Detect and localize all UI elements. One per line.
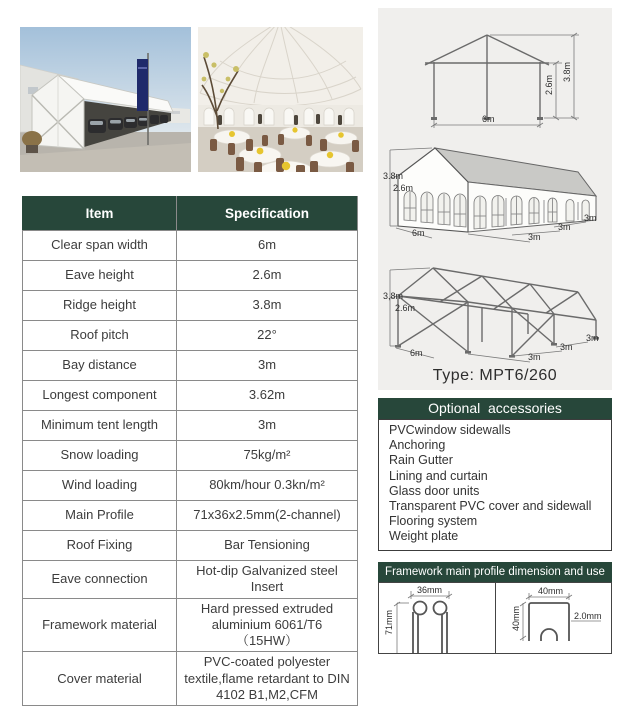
accessory-item: Flooring system: [389, 514, 478, 529]
front-elevation-drawing: [382, 8, 608, 132]
row-spec: 75kg/m²: [177, 441, 358, 471]
covered-bay1-label: 3m: [528, 232, 541, 242]
eave-profile-width-label: 40mm: [538, 585, 564, 596]
row-spec: 3.62m: [177, 381, 358, 411]
row-item: Eave connection: [23, 561, 177, 599]
row-spec: 6m: [177, 231, 358, 261]
framework-profile-diagrams: [378, 582, 612, 654]
table-row: [23, 381, 358, 411]
row-item: Roof Fixing: [23, 531, 177, 561]
row-item: Clear span width: [23, 231, 177, 261]
row-spec: PVC-coated polyester textile,flame retardant to DIN 4102 B1,M2,CFM: [177, 652, 358, 706]
covered-span-label: 6m: [412, 228, 425, 238]
accessory-item: PVCwindow sidewalls: [389, 423, 511, 437]
accessory-item: Rain Gutter: [389, 453, 453, 468]
table-row: [23, 441, 358, 471]
header-specification: Specification: [177, 197, 358, 231]
optional-accessories-list: [378, 419, 612, 551]
covered-eave-label: 2.6m: [393, 183, 414, 193]
frame-bay3-label: 3m: [586, 333, 599, 343]
main-profile-height-label: 71mm: [383, 609, 394, 635]
accessory-item: Glass door units: [389, 483, 480, 498]
table-row: [23, 561, 358, 599]
front-span-label: 6m: [482, 114, 495, 124]
row-spec: 71x36x2.5mm(2-channel): [177, 501, 358, 531]
frame-ridge-label: 3,8m: [383, 291, 404, 301]
specification-table: [22, 196, 358, 706]
row-item: Eave height: [23, 261, 177, 291]
row-spec: 2.6m: [177, 261, 358, 291]
optional-accessories-header: Optional accessories: [378, 398, 612, 419]
accessory-item: Lining and curtain: [389, 468, 488, 483]
table-row: [23, 261, 358, 291]
frame-skeleton-drawing: [382, 246, 608, 366]
row-spec: 80km/hour 0.3kn/m²: [177, 471, 358, 501]
table-header-row: [23, 197, 358, 231]
accessory-item: Anchoring: [389, 438, 446, 453]
table-row: [23, 471, 358, 501]
row-item: Cover material: [23, 652, 177, 706]
table-row: [23, 598, 358, 652]
table-row: [23, 291, 358, 321]
table-row: [23, 411, 358, 441]
right-column: [378, 8, 612, 654]
table-row: [23, 351, 358, 381]
row-spec: 3m: [177, 351, 358, 381]
row-spec: Bar Tensioning: [177, 531, 358, 561]
photo-outdoor-tent: [20, 27, 191, 172]
table-row: [23, 501, 358, 531]
outdoor-tent-illustration: [20, 27, 191, 172]
row-item: Minimum tent length: [23, 411, 177, 441]
header-item: Item: [23, 197, 177, 231]
table-row: [23, 321, 358, 351]
frame-eave-label: 2.6m: [395, 303, 416, 313]
covered-tent-drawing: [382, 132, 608, 246]
row-item: Roof pitch: [23, 321, 177, 351]
row-item: Main Profile: [23, 501, 177, 531]
table-row: [23, 652, 358, 706]
row-item: Ridge height: [23, 291, 177, 321]
row-item: Snow loading: [23, 441, 177, 471]
row-spec: Hot-dip Galvanized steel Insert: [177, 561, 358, 599]
frame-bay1-label: 3m: [528, 352, 541, 362]
eave-profile-cell: [496, 583, 612, 653]
frame-span-label: 6m: [410, 348, 423, 358]
banquet-interior-illustration: [198, 27, 363, 172]
row-spec: 22°: [177, 321, 358, 351]
row-item: Bay distance: [23, 351, 177, 381]
covered-ridge-label: 3.8m: [383, 171, 404, 181]
table-row: [23, 231, 358, 261]
main-profile-width-label: 36mm: [416, 584, 442, 595]
eave-profile-height-label: 40mm: [511, 605, 522, 631]
row-spec: Hard pressed extruded aluminium 6061/T6 （15HW）: [177, 598, 358, 652]
covered-bay3-label: 3m: [584, 213, 597, 223]
row-spec: 3.8m: [177, 291, 358, 321]
technical-drawings-panel: [378, 8, 612, 390]
table-row: [23, 531, 358, 561]
row-item: Framework material: [23, 598, 177, 652]
eave-profile-section-drawing: [497, 583, 609, 653]
row-spec: 3m: [177, 411, 358, 441]
frame-bay2-label: 3m: [560, 342, 573, 352]
eave-profile-thickness-label: 2.0mm: [574, 610, 602, 621]
main-profile-cell: [379, 583, 496, 653]
accessory-item: Transparent PVC cover and sidewall: [389, 499, 592, 514]
row-item: Wind loading: [23, 471, 177, 501]
main-profile-section-drawing: [381, 583, 493, 653]
front-eave-label: 2.6m: [544, 74, 554, 95]
type-label: Type: MPT6/260: [432, 367, 558, 384]
row-item: Longest component: [23, 381, 177, 411]
photo-banquet-interior: [198, 27, 363, 172]
covered-bay2-label: 3m: [558, 222, 571, 232]
front-ridge-label: 3.8m: [562, 61, 572, 82]
accessory-item: Weight plate: [389, 529, 459, 544]
framework-profile-header: Framework main profile dimension and use: [378, 562, 612, 582]
